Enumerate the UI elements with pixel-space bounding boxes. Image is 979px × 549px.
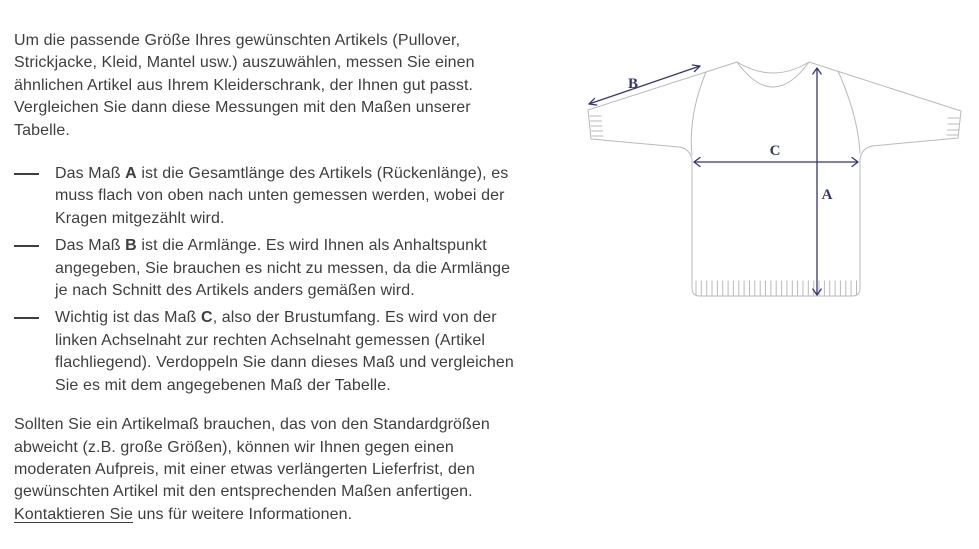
bullet-dash	[14, 245, 39, 247]
sweater-outline	[588, 62, 961, 296]
measurement-list	[14, 163, 530, 397]
contact-link[interactable]: Kontaktieren Sie	[14, 505, 134, 523]
sleeve-length-arrow	[589, 65, 700, 105]
list-item-measure-c	[14, 307, 527, 397]
measure-a-text-post: ist die Gesamtlänge des Artikels (Rückenlänge), es muss flach von oben nach unten gemessen werden, wobei der Kragen mitgezählt wird.	[55, 165, 509, 227]
measure-c-letter: C	[201, 309, 213, 327]
measure-b-letter: B	[125, 237, 137, 255]
label-b: B	[627, 76, 639, 92]
back-neckline	[737, 62, 809, 73]
sweater-illustration	[575, 20, 979, 310]
right-raglan-seam	[838, 71, 860, 153]
custom-size-text-post: uns für weitere Informationen.	[133, 505, 353, 523]
measure-a-text-pre: Das Maß	[55, 165, 126, 183]
front-neckline	[737, 62, 809, 87]
left-cuff-ribbing	[590, 116, 603, 136]
custom-size-paragraph	[14, 414, 492, 526]
measure-b-text-pre: Das Maß	[55, 237, 126, 255]
intro-paragraph: Um die passende Größe Ihres gewünschten Artikels (Pullover, Strickjacke, Kleid, Mantel usw.) auszuwählen, messen Sie einen ähnlichen Artikel aus Ihrem Kleiderschrank, der Ihnen gut passt. Vergleichen Sie dann diese Messungen mit den Maßen unserer Tabelle.	[14, 32, 475, 139]
custom-size-text-pre: Sollten Sie ein Artikelmaß brauchen, das von den Standardgrößen abweicht (z.B. große Größen), können wir Ihnen gegen einen moderaten Aufpreis, mit einer etwas verlängerten Lieferfrist, den gewünschten Artikel mit den entsprechenden Maßen anfertigen.	[14, 416, 490, 501]
size-diagram	[575, 20, 979, 310]
hem-ribbing	[696, 281, 857, 295]
measure-c-text-post: , also der Brustumfang. Es wird von der linken Achselnaht zur rechten Achselnaht gemessen (Artikel flachliegend). Verdoppeln Sie dann dieses Maß und vergleichen Sie es mit dem angegebenen Maß der Tabelle.	[55, 309, 514, 394]
measure-a-letter: A	[125, 165, 137, 183]
label-a: A	[821, 187, 833, 203]
label-c: C	[769, 143, 781, 159]
size-guide-text	[14, 30, 530, 526]
bullet-dash	[14, 317, 39, 319]
list-item-measure-b	[14, 235, 527, 302]
back-length-arrow	[813, 68, 821, 295]
list-item-measure-a	[14, 163, 527, 230]
left-raglan-seam	[691, 72, 706, 155]
right-cuff-ribbing	[947, 118, 959, 135]
bullet-dash	[14, 173, 39, 175]
measure-b-text-post: ist die Armlänge. Es wird Ihnen als Anhaltspunkt angegeben, Sie brauchen es nicht zu messen, da die Armlänge je nach Schnitt des Artikels anders gemäßen wird.	[55, 237, 511, 300]
measure-c-text-pre: Wichtig ist das Maß	[55, 309, 202, 327]
